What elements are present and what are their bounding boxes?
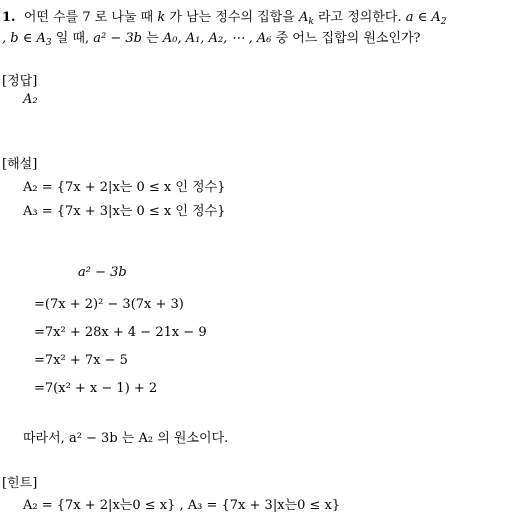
answer-value: A₂ — [23, 92, 38, 107]
question-text-tail: 중 어느 집합의 원소인가? — [275, 31, 421, 46]
solution-step-4: =7(x² + x − 1) + 2 — [34, 381, 158, 396]
question-set-list: A₀, A₁, A₂, ⋯ , A₆ — [162, 31, 272, 46]
solution-expr-head: a² − 3b — [78, 265, 127, 280]
question-line-2 — [2, 27, 421, 46]
question-set-ak: $A_k$ — [298, 10, 314, 27]
question-text-when: 일 때, — [55, 31, 90, 46]
solution-set-a2: A₂ = {7x + 2|x는 0 ≤ x 인 정수} — [23, 180, 226, 195]
question-text-neun: 는 — [146, 31, 159, 46]
solution-step-3: =7x² + 7x − 5 — [34, 353, 128, 368]
solution-conclusion: 따라서, a² − 3b 는 A₂ 의 원소이다. — [23, 431, 229, 446]
question-line-1 — [2, 6, 447, 25]
question-expr: a² − 3b — [93, 31, 142, 46]
answer-heading: [정답] — [2, 74, 38, 89]
question-var-k: k — [157, 10, 166, 25]
question-number: 1. — [2, 10, 16, 25]
solution-heading: [해설] — [2, 157, 38, 172]
question-cond-a: a ∈ $A_2$ — [405, 10, 447, 27]
hint-text: A₂ = {7x + 2|x는0 ≤ x} , A₃ = {7x + 3|x는0 ≤ x} — [23, 498, 341, 513]
question-cond-b: , b ∈ $A_3$ — [2, 31, 52, 48]
question-text-prefix: 어떤 수를 7 로 나눌 때 — [23, 10, 154, 25]
solution-step-2: =7x² + 28x + 4 − 21x − 9 — [34, 325, 207, 340]
hint-heading: [힌트] — [2, 476, 38, 491]
solution-set-a3: A₃ = {7x + 3|x는 0 ≤ x 인 정수} — [23, 204, 226, 219]
question-text-suffix: 라고 정의한다. — [317, 10, 402, 25]
question-text-mid: 가 남는 정수의 집합을 — [169, 10, 295, 25]
solution-step-1: =(7x + 2)² − 3(7x + 3) — [34, 297, 184, 312]
